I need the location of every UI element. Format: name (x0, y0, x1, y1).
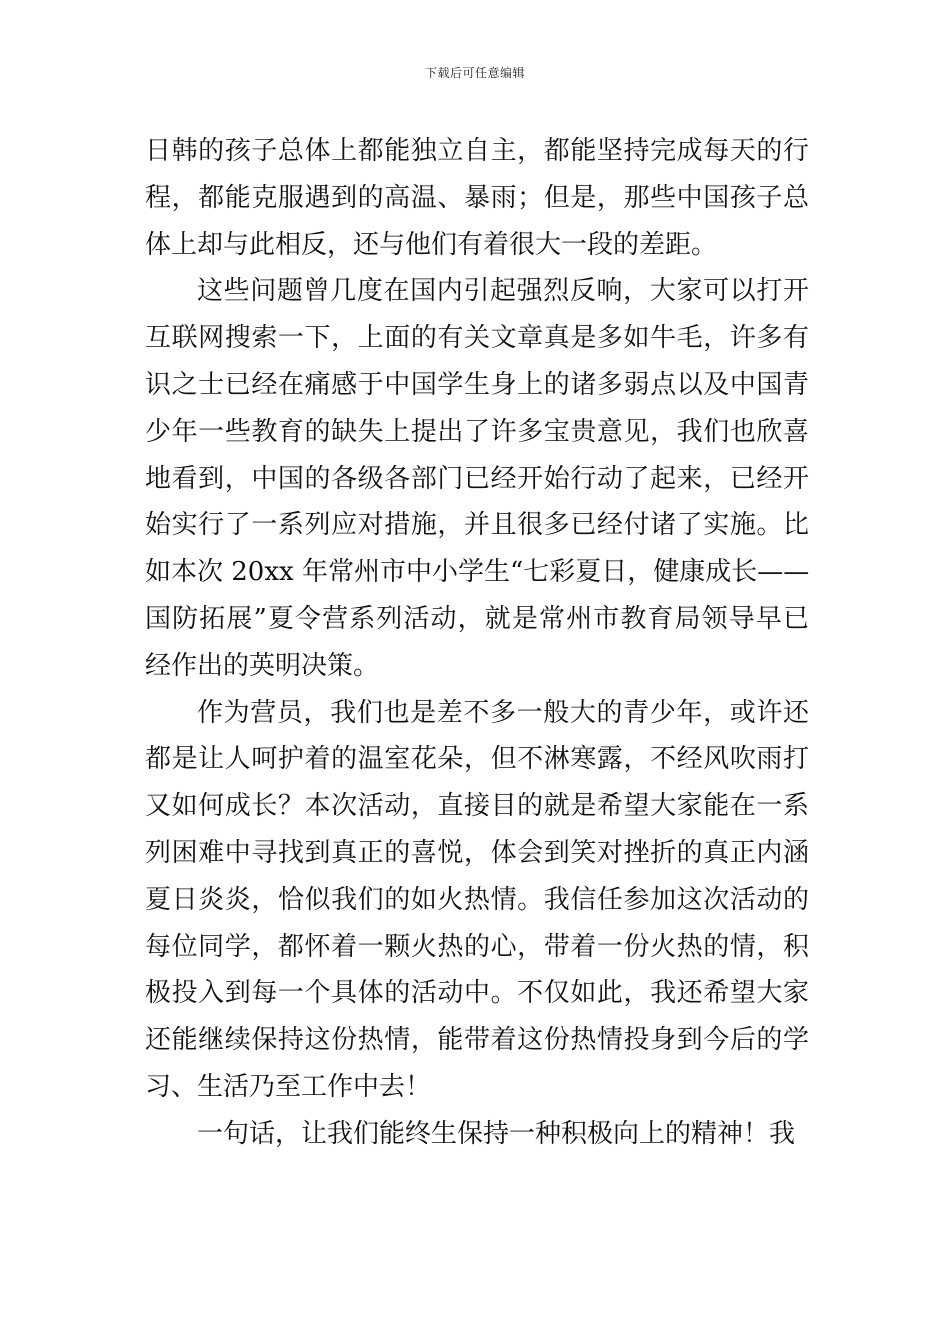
paragraph-line: 日韩的孩子总体上都能独立自主，都能坚持完成每天的行 (145, 136, 809, 166)
paragraph-line: 每位同学，都怀着一颗火热的心，带着一份火热的情，积 (145, 931, 809, 962)
paragraph-line: 识之士已经在痛感于中国学生身上的诸多弱点以及中国青 (145, 369, 809, 400)
page-header-note: 下载后可任意编辑 (424, 66, 525, 80)
paragraph-line: 作为营员，我们也是差不多一般大的青少年，或许还 (197, 697, 809, 728)
paragraph-line: 经作出的英明决策。 (145, 650, 380, 681)
paragraph-line: 还能继续保持这份热情，能带着这份热情投身到今后的学 (145, 1025, 809, 1056)
document-body (145, 128, 809, 1158)
paragraph-line: 极投入到每一个具体的活动中。不仅如此，我还希望大家 (145, 978, 809, 1009)
paragraph-line: 国防拓展”夏令营系列活动，就是常州市教育局领导早已 (145, 603, 809, 634)
paragraph-line: 体上却与此相反，还与他们有着很大一段的差距。 (145, 229, 718, 260)
paragraph-line: 始实行了一系列应对措施，并且很多已经付诸了实施。比 (145, 510, 809, 541)
paragraph (145, 268, 809, 689)
paragraph (145, 128, 809, 268)
paragraph-line: 互联网搜索一下，上面的有关文章真是多如牛毛，许多有 (145, 323, 809, 354)
paragraph-line: 夏日炎炎，恰似我们的如火热情。我信任参加这次活动的 (145, 884, 809, 915)
paragraph-line: 都是让人呵护着的温室花朵，但不淋寒露，不经风吹雨打 (145, 744, 809, 775)
paragraph (145, 690, 809, 1111)
paragraph-line: 地看到，中国的各级各部门已经开始行动了起来，已经开 (145, 463, 809, 494)
paragraph-line: 列困难中寻找到真正的喜悦，体会到笑对挫折的真正内涵 (145, 837, 809, 868)
paragraph-line: 这些问题曾几度在国内引起强烈反响，大家可以打开 (197, 276, 809, 307)
paragraph-line: 习、生活乃至工作中去！ (145, 1071, 432, 1102)
paragraph-line: 程，都能克服遇到的高温、暴雨；但是，那些中国孩子总 (145, 182, 809, 213)
paragraph-line: 又如何成长？本次活动，直接目的就是希望大家能在一系 (145, 791, 809, 822)
paragraph-line: 一句话，让我们能终生保持一种积极向上的精神！我 (197, 1118, 796, 1149)
paragraph (145, 1111, 809, 1158)
paragraph-line: 少年一些教育的缺失上提出了许多宝贵意见，我们也欣喜 (145, 416, 809, 447)
paragraph-line: 如本次 20xx 年常州市中小学生“七彩夏日，健康成长—— (145, 557, 810, 588)
